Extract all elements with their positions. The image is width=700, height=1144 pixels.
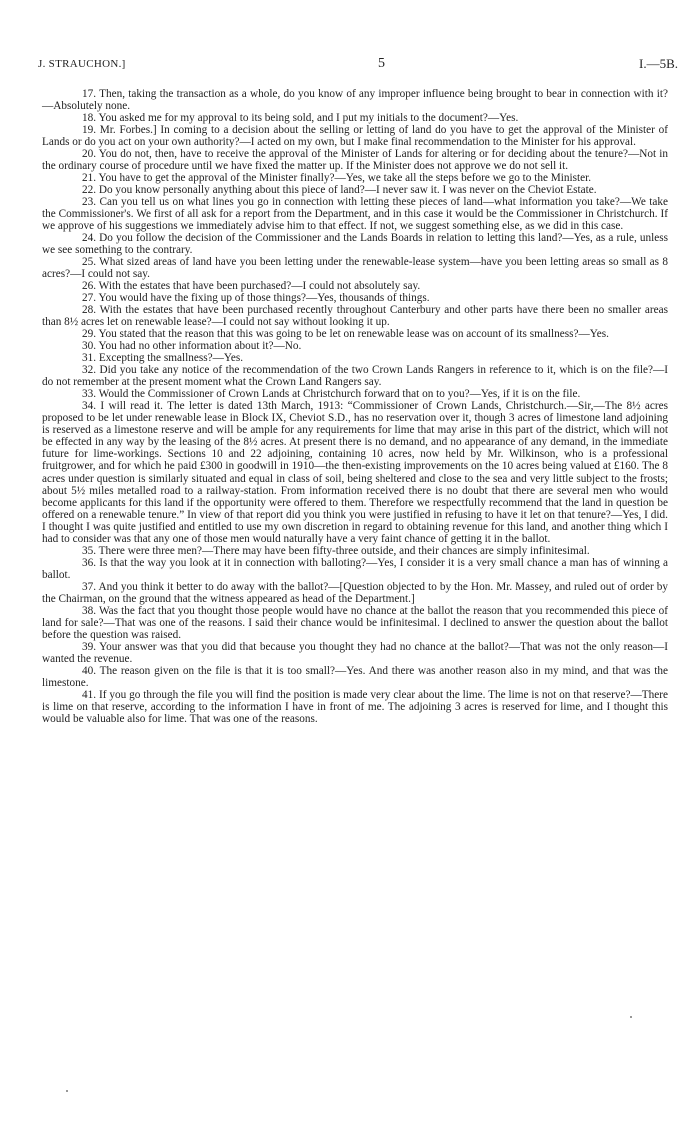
paragraph-26: 26. With the estates that have been purchased?—I could not absolutely say. <box>82 280 421 293</box>
paragraph-22: 22. Do you know personally anything about this piece of land?—I never saw it. I was never on the Cheviot Estate. <box>82 184 597 197</box>
paragraph-29: 29. You stated that the reason that this was going to be let on renewable lease was on account of its smallness?—Yes. <box>82 328 609 341</box>
paragraph-38: 38. Was the fact that you thought those people would have no chance at the ballot the reason that you recommended this piece of land for sale?—That was one of the reasons. I said their chance would be infinitesimal. I declined to answer the question about the ballot before the question was raised. <box>42 604 668 641</box>
paragraph-18: 18. You asked me for my approval to its being sold, and I put my initials to the document?—Yes. <box>82 112 519 125</box>
page-number: 5 <box>378 56 385 71</box>
paragraph-27: 27. You would have the fixing up of those things?—Yes, thousands of things. <box>82 292 430 305</box>
paragraph-36: 36. Is that the way you look at it in connection with balloting?—Yes, I consider it is a very small chance a man has of winning a ballot. <box>42 556 668 581</box>
header-witness-name: J. STRAUCHON.] <box>38 58 126 70</box>
paragraph-37: 37. And you think it better to do away with the ballot?—[Question objected to by the Hon. Mr. Massey, and ruled out of order by the Chairman, on the ground that the witness appeared as head of the Department.] <box>42 580 668 605</box>
paragraph-20: 20. You do not, then, have to receive the approval of the Minister of Lands for altering or for deciding about the tenure?—Not in the ordinary course of procedure until we have fixed the matter up. If the Minister does not approve we do not sell it. <box>42 148 668 173</box>
scan-speck <box>66 1090 68 1092</box>
scan-speck <box>630 1016 632 1018</box>
paragraph-41: 41. If you go through the file you will find the position is made very clear about the lime. The lime is not on that reserve?—There is lime on that reserve, according to the information I have in front of me. The adjoining 3 acres is reserved for lime, and I thought this would be valuable also for lime. That was one of the reasons. <box>42 688 668 725</box>
paragraph-34: 34. I will read it. The letter is dated 13th March, 1913: “Commissioner of Crown Lands, Christchurch.—Sir,—The 8½ acres proposed to be let under renewable lease in Block IX, Cheviot S.D., has no reservation over it, though 3 acres of limestone land adjoining is reserved as a limestone reserve and will be ample for any requirements for lime that may arise in this part of the district, which will not be effected in any way by the leasing of the 8½ acres. At present there is no demand, and no appearance of any demand, in the immediate future for lime-workings. Sections 10 and 22 adjoining, containing 10 acres, now held by Mr. Wilkinson, who is a professional fruitgrower, and for which he paid £300 in goodwill in 1910—the then-existing improvements on the 10 acres being valued at £160. The 8 acres under question is similarly situated and equal in class of soil, being sheltered and close to the sea and very little subject to the frosts; about 5½ miles metalled road to a railway-station. From information received there is no doubt that there are several men who would become applicants for this land if the opportunity were offered to them. Therefore we respectfully recommend that the land in question be offered on a renewable tenure.” In view of that report did you think you were justified in refusing to have it let on that tenure?—Yes, I did. I thought I was quite justified and entitled to use my own discretion in regard to obtaining revenue for this land, and another thing which I had to consider was that any one of those men would naturally have a very faint chance of getting it in the ballot. <box>42 400 668 545</box>
paragraph-25: 25. What sized areas of land have you been letting under the renewable-lease system—have you been letting areas so small as 8 acres?—I could not say. <box>42 256 668 281</box>
paragraph-19: 19. Mr. Forbes.] In coming to a decision about the selling or letting of land do you have to get the approval of the Minister of Lands or do you act on your own authority?—I acted on my own, but I make final recommendation to the Minister for his approval. <box>42 124 668 149</box>
paragraph-28: 28. With the estates that have been purchased recently throughout Canterbury and other parts have there been no smaller areas than 8½ acres let on renewable lease?—I could not say without looking it up. <box>42 304 668 329</box>
paragraph-32: 32. Did you take any notice of the recommendation of the two Crown Lands Rangers in reference to it, which is on the file?—I do not remember at the present moment what the Crown Land Rangers say. <box>42 364 668 389</box>
paragraph-24: 24. Do you follow the decision of the Commissioner and the Lands Boards in relation to letting this land?—Yes, as a rule, unless we see something to the contrary. <box>42 232 668 257</box>
testimony-body <box>42 88 668 725</box>
paragraph-35: 35. There were three men?—There may have been fifty-three outside, and their chances are simply infinitesimal. <box>82 544 590 557</box>
document-reference: I.—5B. <box>639 56 678 71</box>
paragraph-33: 33. Would the Commissioner of Crown Lands at Christchurch forward that on to you?—Yes, if it is on the file. <box>82 388 581 401</box>
paragraph-31: 31. Excepting the smallness?—Yes. <box>82 352 244 365</box>
page-header <box>38 56 678 76</box>
paragraph-30: 30. You had no other information about it?—No. <box>82 340 302 353</box>
paragraph-21: 21. You have to get the approval of the Minister finally?—Yes, we take all the steps before we go to the Minister. <box>82 172 592 185</box>
paragraph-40: 40. The reason given on the file is that it is too small?—Yes. And there was another reason also in my mind, and that was the limestone. <box>42 664 668 689</box>
paragraph-17: 17. Then, taking the transaction as a whole, do you know of any improper influence being brought to bear in connection with it?—Absolutely none. <box>42 88 668 113</box>
paragraph-39: 39. Your answer was that you did that because you thought they had no chance at the ballot?—That was not the only reason—I wanted the revenue. <box>42 640 668 665</box>
paragraph-23: 23. Can you tell us on what lines you go in connection with letting these pieces of land—what information you take?—We take the Commissioner's. We first of all ask for a report from the Department, and in this case it would be the Commissioner in Christchurch. If we approve of his suggestions we immediately advise him to that effect. If not, we suggest something else, as we did in this case. <box>42 196 668 233</box>
